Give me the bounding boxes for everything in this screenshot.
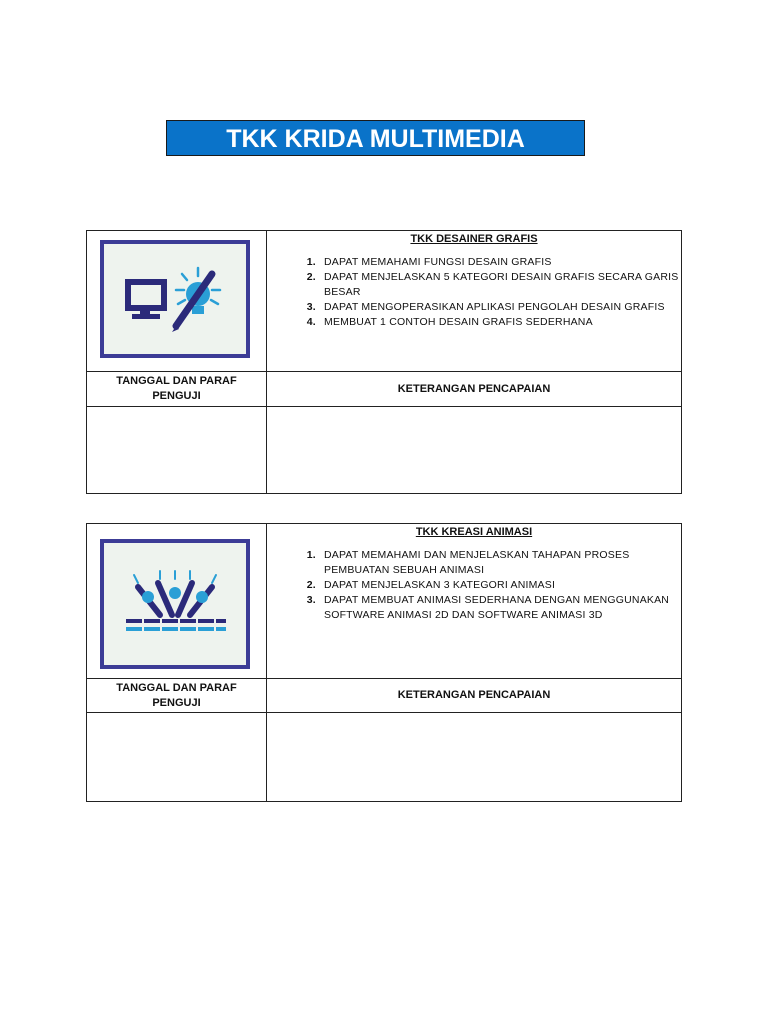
list-item: 4. MEMBUAT 1 CONTOH DESAIN GRAFIS SEDERHANA [319, 315, 681, 330]
achievement-header: KETERANGAN PENCAPAIAN [397, 382, 551, 395]
achievement-header: KETERANGAN PENCAPAIAN [397, 689, 551, 701]
requirements-list [267, 255, 681, 330]
achievement-notes-field[interactable] [267, 713, 681, 801]
list-item: 2. DAPAT MENJELASKAN 5 KATEGORI DESAIN GRAFIS SECARA GARIS BESAR [319, 270, 681, 300]
list-item: 2. DAPAT MENJELASKAN 3 KATEGORI ANIMASI [319, 578, 681, 593]
badge-requirements-cell [267, 231, 681, 371]
date-signature-header: TANGGAL DAN PARAF PENGUJI [87, 372, 267, 406]
desainer-grafis-logo [100, 240, 250, 358]
list-item: 1. DAPAT MEMAHAMI FUNGSI DESAIN GRAFIS [319, 255, 681, 270]
badge-requirements-cell [267, 524, 681, 678]
list-item: 3. DAPAT MENGOPERASIKAN APLIKASI PENGOLAH DESAIN GRAFIS [319, 300, 681, 315]
computer-pen-bulb-icon [120, 264, 230, 334]
date-signature-field[interactable] [87, 407, 267, 493]
date-signature-field[interactable] [87, 713, 267, 801]
kreasi-animasi-logo [100, 539, 250, 669]
animation-pens-icon [120, 569, 230, 639]
list-item: 1. DAPAT MEMAHAMI DAN MENJELASKAN TAHAPAN PROSES PEMBUATAN SEBUAH ANIMASI [319, 548, 681, 578]
badge-card-desainer-grafis [86, 230, 682, 494]
date-signature-header: TANGGAL DAN PARAF PENGUJI [87, 679, 267, 712]
badge-title: TKK KREASI ANIMASI [415, 526, 533, 538]
badge-logo-cell [87, 231, 267, 371]
requirements-list [267, 548, 681, 623]
badge-logo-cell [87, 524, 267, 678]
page-title: TKK KRIDA MULTIMEDIA [166, 120, 585, 156]
badge-card-kreasi-animasi [86, 523, 682, 802]
list-item: 3. DAPAT MEMBUAT ANIMASI SEDERHANA DENGAN MENGGUNAKAN SOFTWARE ANIMASI 2D DAN SOFTWARE ANIMASI 3D [319, 593, 681, 623]
badge-title: TKK DESAINER GRAFIS [410, 233, 538, 245]
achievement-notes-field[interactable] [267, 407, 681, 493]
